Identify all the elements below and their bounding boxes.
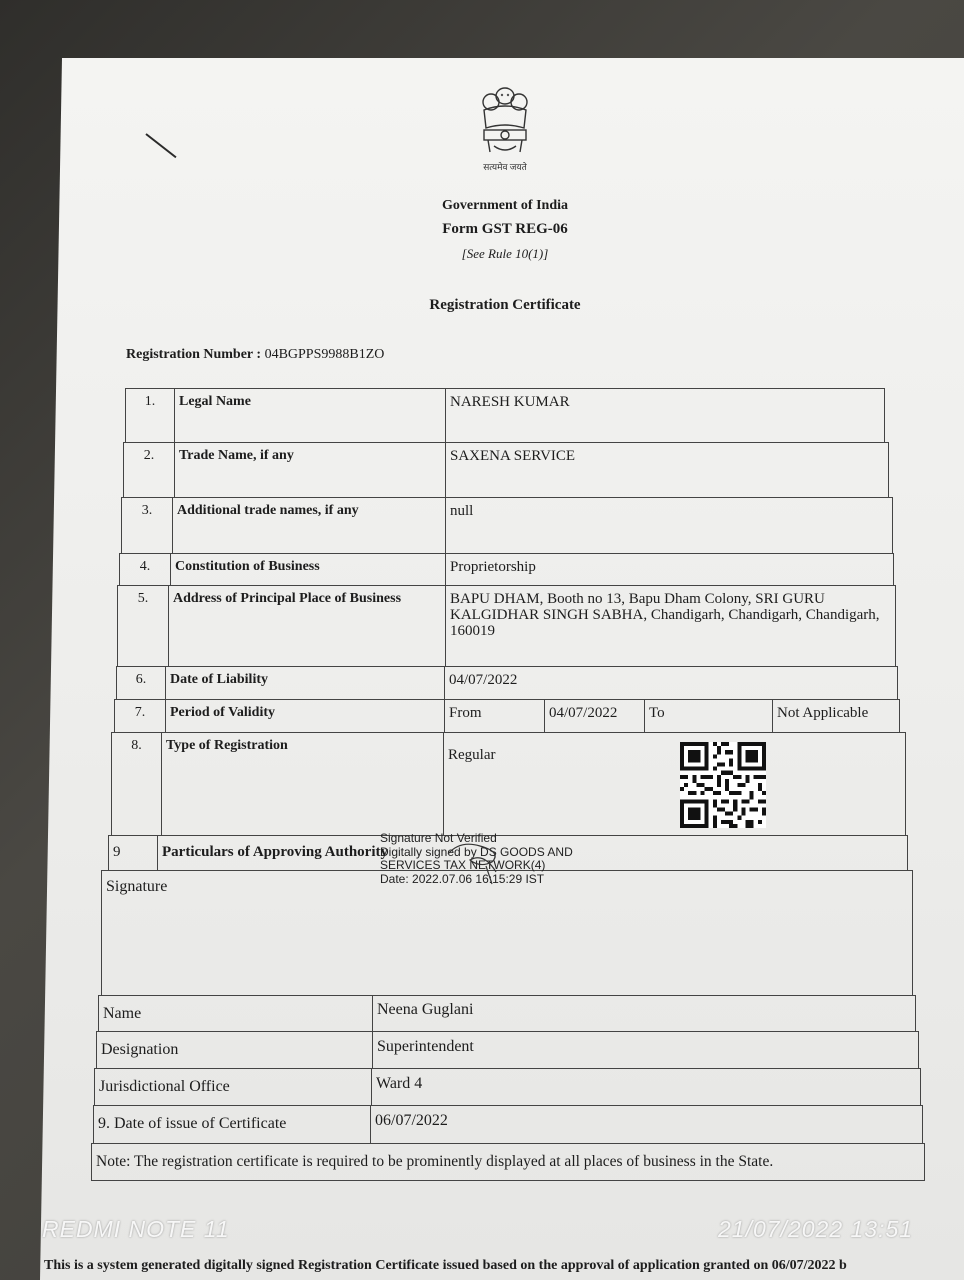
certificate-title: Registration Certificate <box>429 297 581 313</box>
signature-status: Signature Not Verified <box>380 831 497 845</box>
issue-date-value: 06/07/2022 <box>370 1105 923 1144</box>
designation-label: Designation <box>96 1031 373 1069</box>
signature-signer-line1: Digitally signed by DS GOODS AND <box>380 844 573 859</box>
row-3-label: Additional trade names, if any <box>172 497 446 554</box>
signature-box <box>101 870 913 996</box>
validity-from-date: 04/07/2022 <box>544 699 645 733</box>
principal-address-value: BAPU DHAM, Booth no 13, Bapu Dham Colony, SRI GURU KALGIDHAR SINGH SABHA, Chandigarh, Chandigarh, Chandigarh, 160019 <box>445 585 896 667</box>
jurisdictional-office-value: Ward 4 <box>371 1068 921 1106</box>
date-of-liability-value: 04/07/2022 <box>444 666 898 700</box>
signature-scribble <box>440 836 510 886</box>
row-8-label: Type of Registration <box>161 732 444 836</box>
authority-name-label: Name <box>98 995 373 1032</box>
constitution-value: Proprietorship <box>445 553 894 586</box>
row-2-label: Trade Name, if any <box>174 442 446 498</box>
registration-number-value: 04BGPPS9988B1ZO <box>264 347 385 362</box>
jurisdictional-office-label: Jurisdictional Office <box>94 1068 372 1106</box>
validity-from-label: From <box>444 699 545 733</box>
system-generated-footer: This is a system generated digitally signed Registration Certificate issued based on the approval of application granted on 06/07/2022 b <box>44 1258 847 1273</box>
issue-date-label: 9. Date of issue of Certificate <box>93 1105 371 1144</box>
row-6-label: Date of Liability <box>165 666 445 700</box>
registration-number <box>126 347 384 363</box>
trade-name-value: SAXENA SERVICE <box>445 442 889 498</box>
qr-code-icon <box>680 742 766 828</box>
row-4-label: Constitution of Business <box>170 553 446 586</box>
camera-timestamp-watermark: 21/07/2022 13:51 <box>718 1216 914 1242</box>
authority-name-value: Neena Guglani <box>372 995 916 1032</box>
government-heading: Government of India <box>442 198 568 213</box>
additional-trade-names-value: null <box>445 497 893 554</box>
row-7-number: 7. <box>114 699 166 733</box>
row-8-number: 8. <box>111 732 162 836</box>
row-9-number: 9 <box>108 835 158 871</box>
signature-date: Date: 2022.07.06 16:15:29 IST <box>380 871 545 886</box>
row-9-label: Particulars of Approving Authority <box>157 835 908 871</box>
row-7-label: Period of Validity <box>165 699 445 733</box>
row-6-number: 6. <box>116 666 166 700</box>
camera-device-watermark: REDMI NOTE 11 <box>42 1216 230 1242</box>
registration-type-value: Regular <box>443 732 906 836</box>
row-1-number: 1. <box>125 388 175 443</box>
registration-number-label: Registration Number : <box>126 347 262 362</box>
row-5-label: Address of Principal Place of Business <box>168 585 446 667</box>
signature-signer-line2: SERVICES TAX NETWORK(4) <box>380 858 546 872</box>
display-note: Note: The registration certificate is required to be prominently displayed at all places of business in the State. <box>91 1143 925 1181</box>
row-5-number: 5. <box>117 585 169 667</box>
form-heading: Form GST REG-06 <box>442 221 568 237</box>
row-2-number: 2. <box>123 442 175 498</box>
validity-to-label: To <box>644 699 773 733</box>
rule-reference: [See Rule 10(1)] <box>461 246 549 261</box>
legal-name-value: NARESH KUMAR <box>445 388 885 443</box>
designation-value: Superintendent <box>372 1031 919 1069</box>
row-4-number: 4. <box>119 553 171 586</box>
emblem-motto: सत्यमेव जयते <box>483 162 527 172</box>
validity-to-value: Not Applicable <box>772 699 900 733</box>
row-1-label: Legal Name <box>174 388 446 443</box>
row-3-number: 3. <box>121 497 173 554</box>
signature-label: Signature <box>106 878 168 895</box>
